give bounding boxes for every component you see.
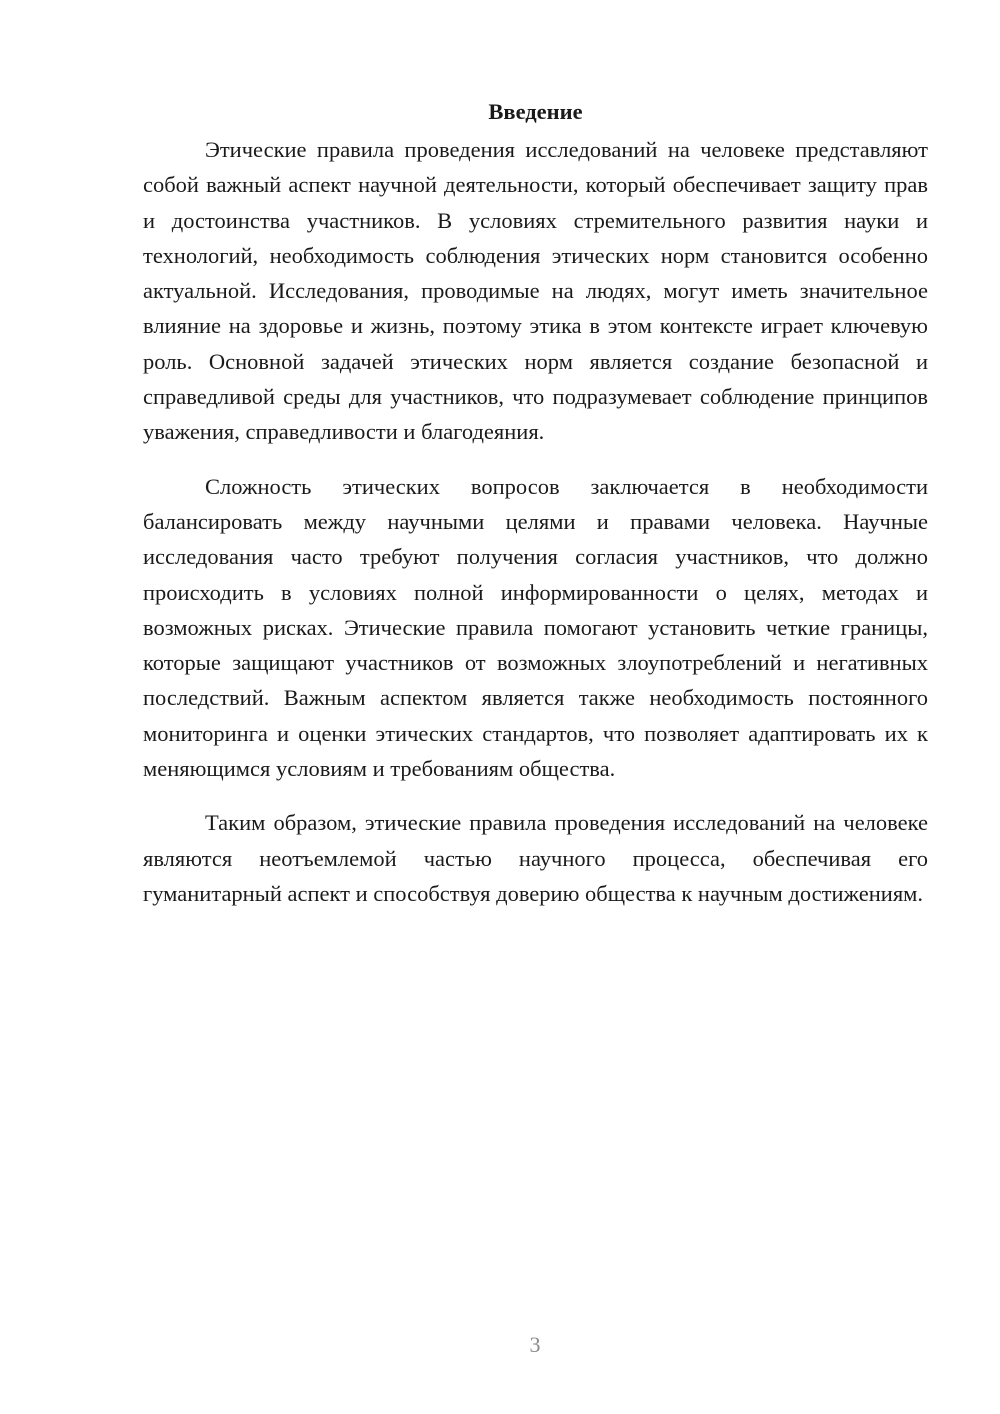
paragraph-1: Этические правила проведения исследований на человеке представляют собой важный аспект научной деятельности, который обеспечивает защиту прав и достоинства участников. В условиях стремительного развития науки и технологий, необходимость соблюдения этических норм становится особенно актуальной. Исследования, проводимые на людях, могут иметь значительное влияние на здоровье и жизнь, поэтому этика в этом контексте играет ключевую роль. Основной задачей этических норм является создание безопасной и справедливой среды для участников, что подразумевает соблюдение принципов уважения, справедливости и благодеяния. (143, 137, 928, 445)
page-number: 3 (529, 1332, 541, 1357)
section-title: Введение (488, 99, 583, 124)
paragraph-2: Сложность этических вопросов заключается в необходимости балансировать между научными целями и правами человека. Научные исследования часто требуют получения согласия участников, что должно происходить в условиях полной информированности о целях, методах и возможных рисках. Этические правила помогают установить четкие границы, которые защищают участников от возможных злоупотреблений и негативных последствий. Важным аспектом является также необходимость постоянного мониторинга и оценки этических стандартов, что позволяет адаптировать их к меняющимся условиям и требованиям общества. (143, 473, 928, 782)
paragraph-3: Таким образом, этические правила проведения исследований на человеке являются неотъемлемой частью научного процесса, обеспечивая его гуманитарный аспект и способствуя доверию общества к научным достижениям. (143, 810, 928, 906)
page-content (143, 95, 928, 911)
